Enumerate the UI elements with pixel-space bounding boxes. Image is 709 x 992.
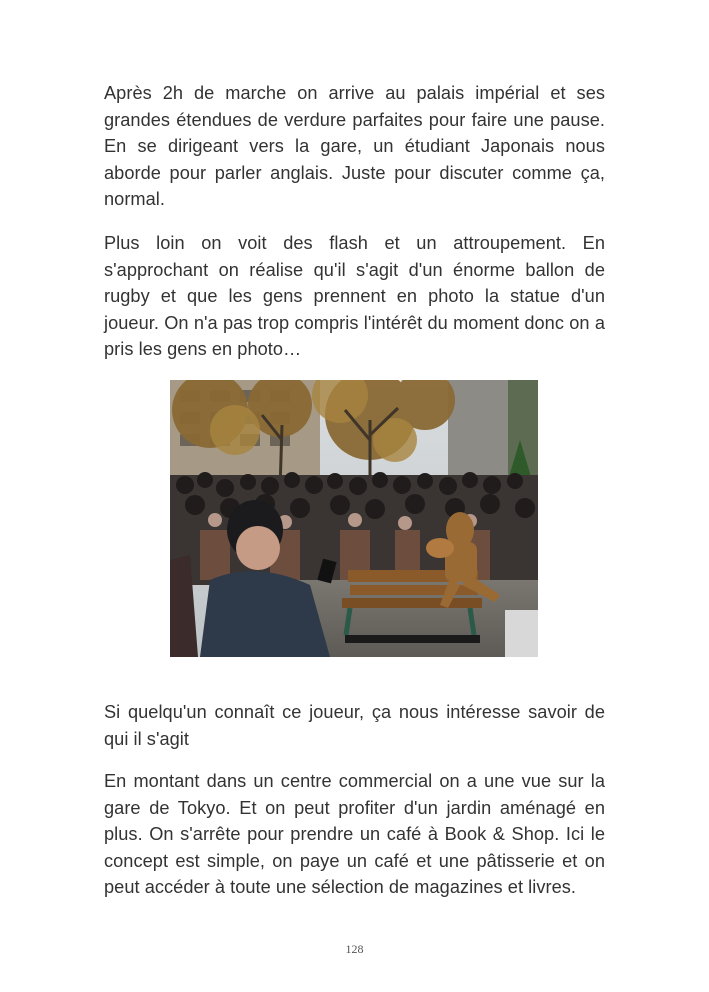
paragraph-palace-walk: Après 2h de marche on arrive au palais impérial et ses grandes étendues de verdure parfaites pour faire une pause. En se dirigeant vers la gare, un étudiant Japonais nous aborde pour parler anglais. Juste pour discuter comme ça, normal. xyxy=(104,83,605,210)
page-number: 128 xyxy=(345,942,364,956)
paragraph-rugby-crowd: Plus loin on voit des flash et un attroupement. En s'approchant on réalise qu'il s'agit d'un énorme ballon de rugby et que les gens prennent en photo la statue d'un joueur. On n'a pas trop compris l'intérêt du moment donc on a pris les gens en photo… xyxy=(104,233,605,360)
paragraph-book-shop: En montant dans un centre commercial on a une vue sur la gare de Tokyo. Et on peut profiter d'un jardin aménagé en plus. On s'arrête pour prendre un café à Book & Shop. Ici le concept est simple, on paye un café et une pâtisserie et on peut accéder à toute une sélection de magazines et livres. xyxy=(104,771,605,898)
crowd-rugby-statue-photo xyxy=(170,380,538,657)
paragraph-player-question: Si quelqu'un connaît ce joueur, ça nous intéresse savoir de qui il s'agit xyxy=(104,702,605,749)
